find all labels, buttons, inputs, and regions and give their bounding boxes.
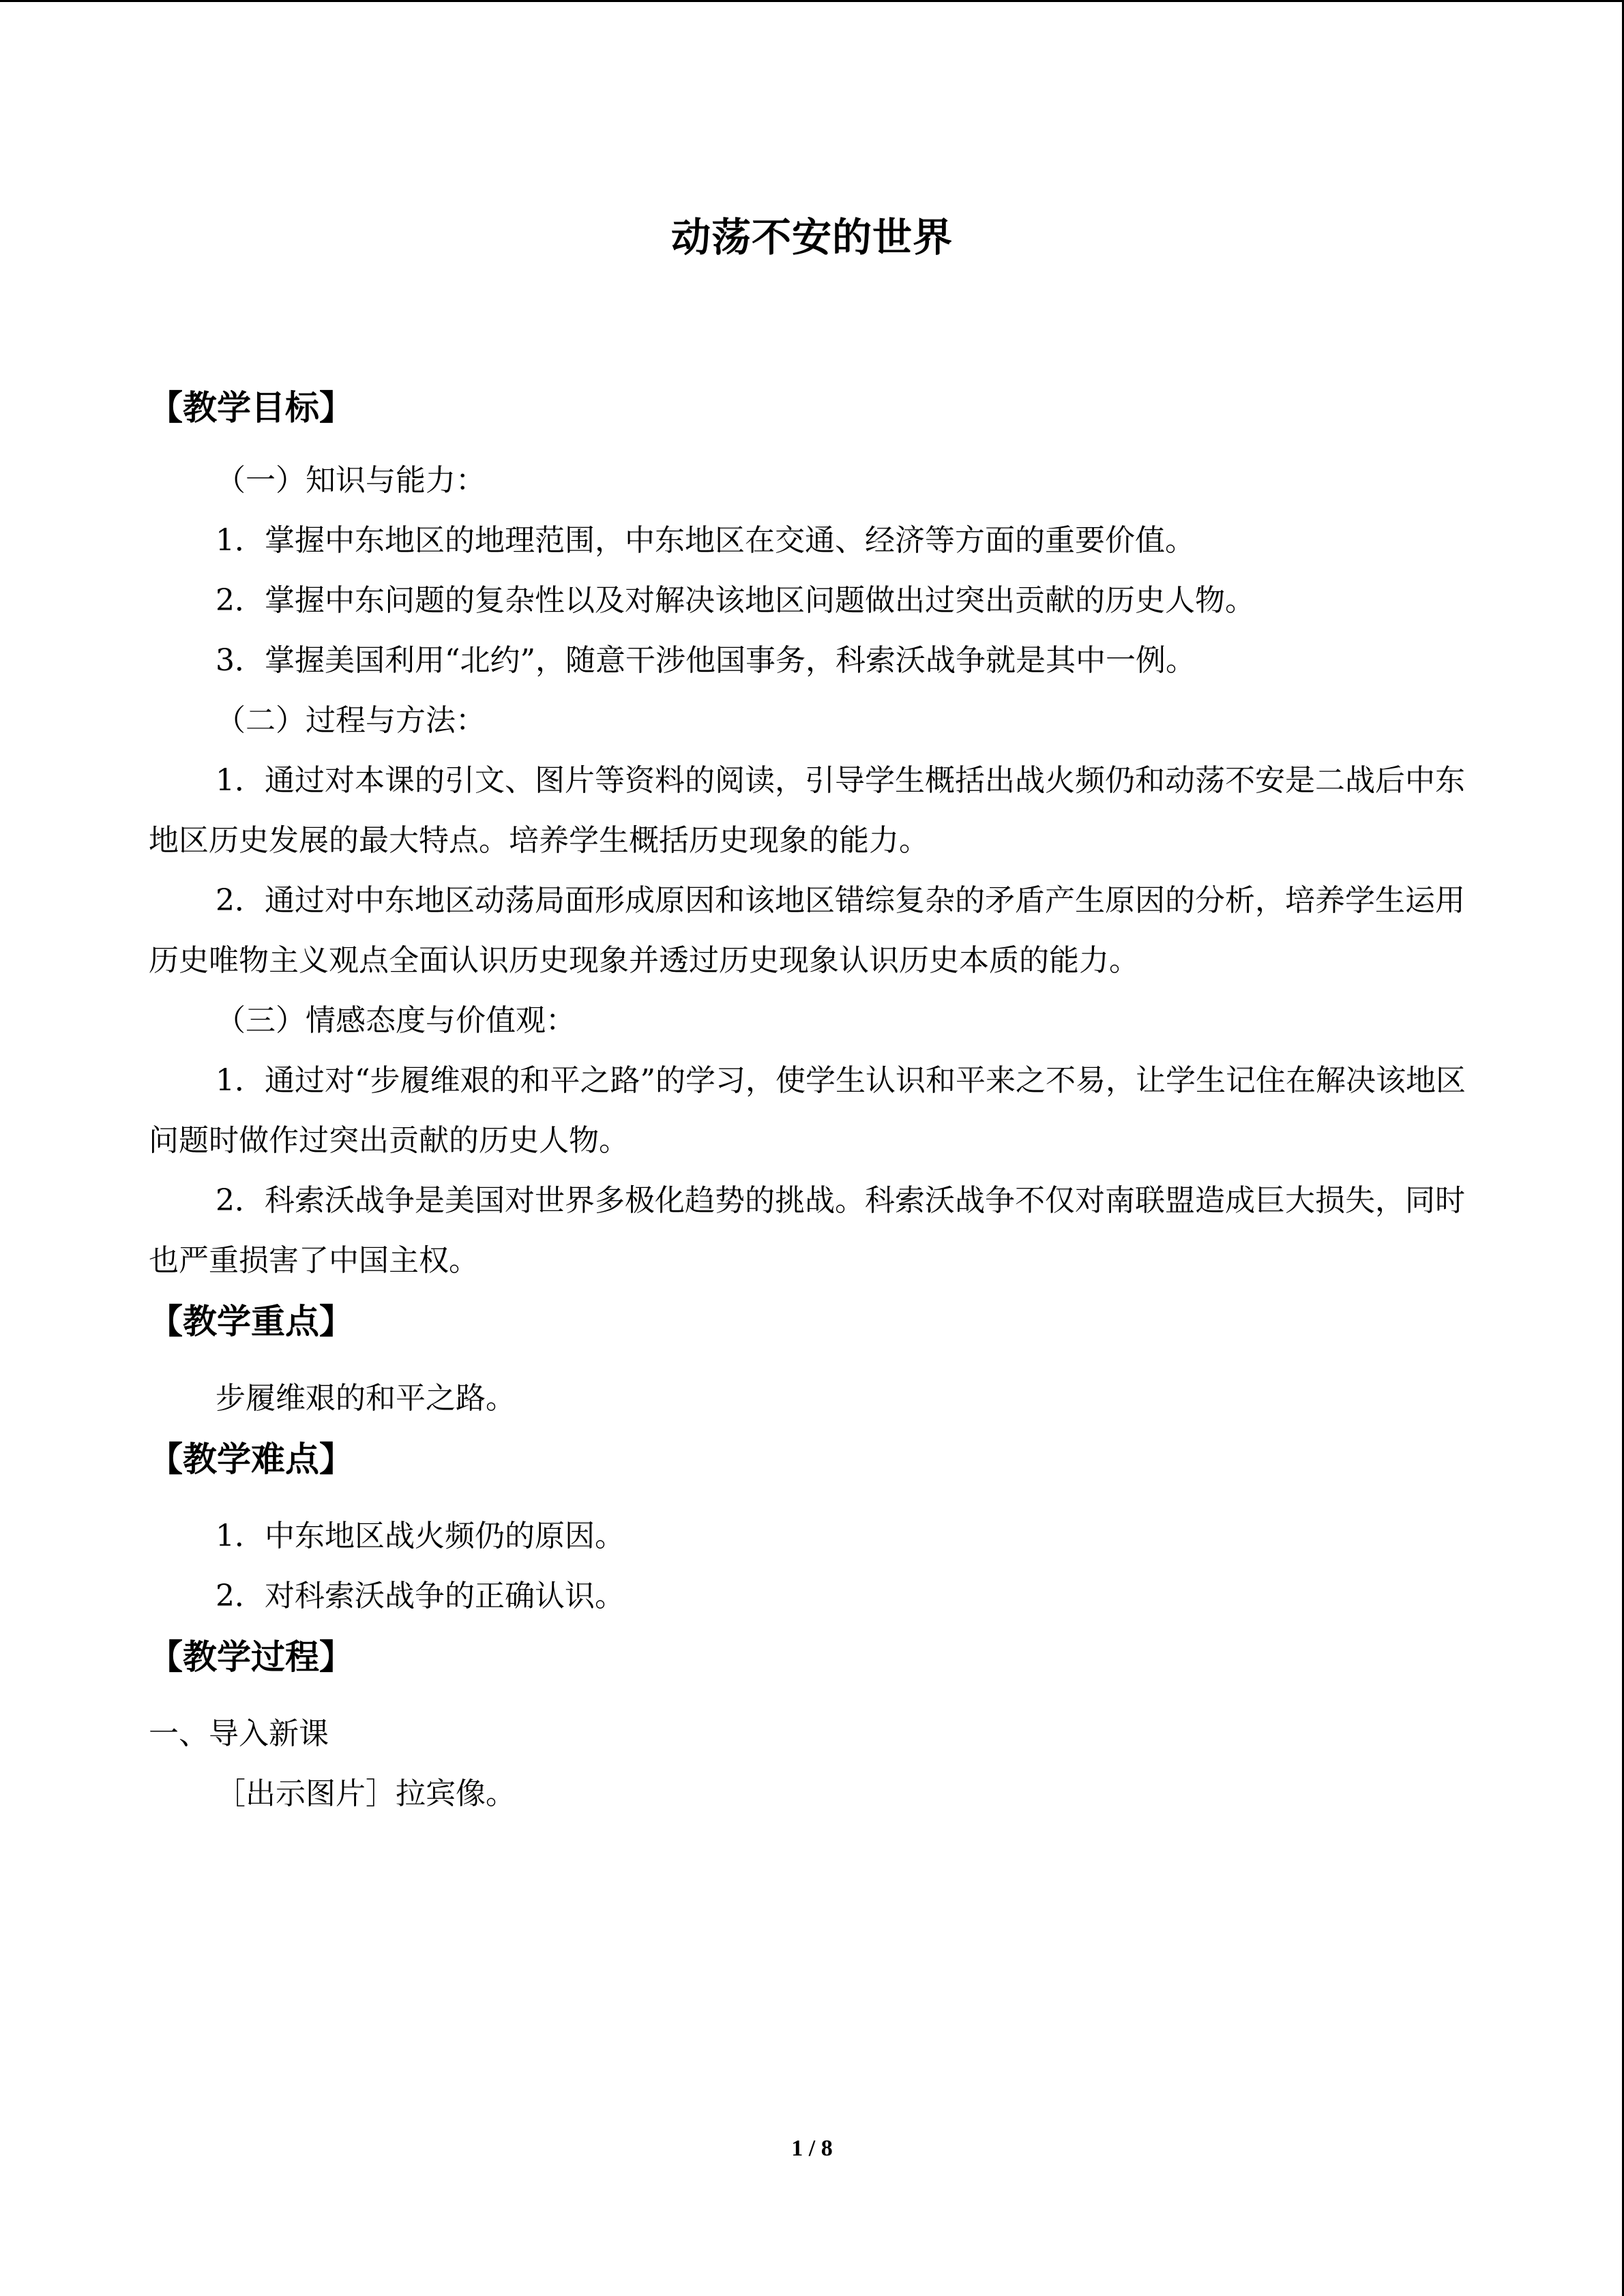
objectives-subheading-knowledge: （一）知识与能力： — [216, 463, 486, 498]
process-step-heading: 一、导入新课 — [149, 1716, 329, 1751]
objective-process-item: 1．通过对本课的引文、图片等资料的阅读，引导学生概括出战火频仍和动荡不安是二战后中东地区历史发展的最大特点。培养学生概括历史现象的能力。 — [149, 763, 1465, 858]
difficulties-heading: 【教学难点】 — [149, 1439, 353, 1479]
document-title: 动荡不安的世界 — [670, 214, 953, 260]
page-number: 1 / 8 — [791, 2136, 833, 2161]
objective-knowledge-item: 1．掌握中东地区的地理范围，中东地区在交通、经济等方面的重要价值。 — [216, 523, 1195, 558]
objectives-subheading-values: （三）情感态度与价值观： — [216, 1003, 576, 1038]
key-points-heading: 【教学重点】 — [149, 1301, 353, 1341]
objective-values-item: 1．通过对“步履维艰的和平之路”的学习，使学生认识和平来之不易，让学生记住在解决该地区问题时做作过突出贡献的历史人物。 — [149, 1063, 1466, 1158]
objectives-subheading-process: （二）过程与方法： — [216, 703, 486, 738]
process-heading: 【教学过程】 — [149, 1637, 353, 1677]
key-points-text: 步履维艰的和平之路。 — [216, 1381, 516, 1416]
objective-values-item: 2．科索沃战争是美国对世界多极化趋势的挑战。科索沃战争不仅对南联盟造成巨大损失，同时也严重损害了中国主权。 — [149, 1183, 1465, 1278]
difficulty-item: 1．中东地区战火频仍的原因。 — [216, 1519, 625, 1553]
objective-process-item: 2．通过对中东地区动荡局面形成原因和该地区错综复杂的矛盾产生原因的分析，培养学生运用历史唯物主义观点全面认识历史现象并透过历史现象认识历史本质的能力。 — [149, 883, 1465, 978]
difficulty-item: 2．对科索沃战争的正确认识。 — [216, 1579, 625, 1613]
objectives-heading: 【教学目标】 — [149, 387, 353, 428]
objective-knowledge-item: 3．掌握美国利用“北约”，随意干涉他国事务，科索沃战争就是其中一例。 — [216, 643, 1196, 678]
document-body — [149, 384, 1479, 1824]
process-step-text: ［出示图片］拉宾像。 — [216, 1776, 516, 1811]
objective-knowledge-item: 2．掌握中东问题的复杂性以及对解决该地区问题做出过突出贡献的历史人物。 — [216, 583, 1255, 618]
